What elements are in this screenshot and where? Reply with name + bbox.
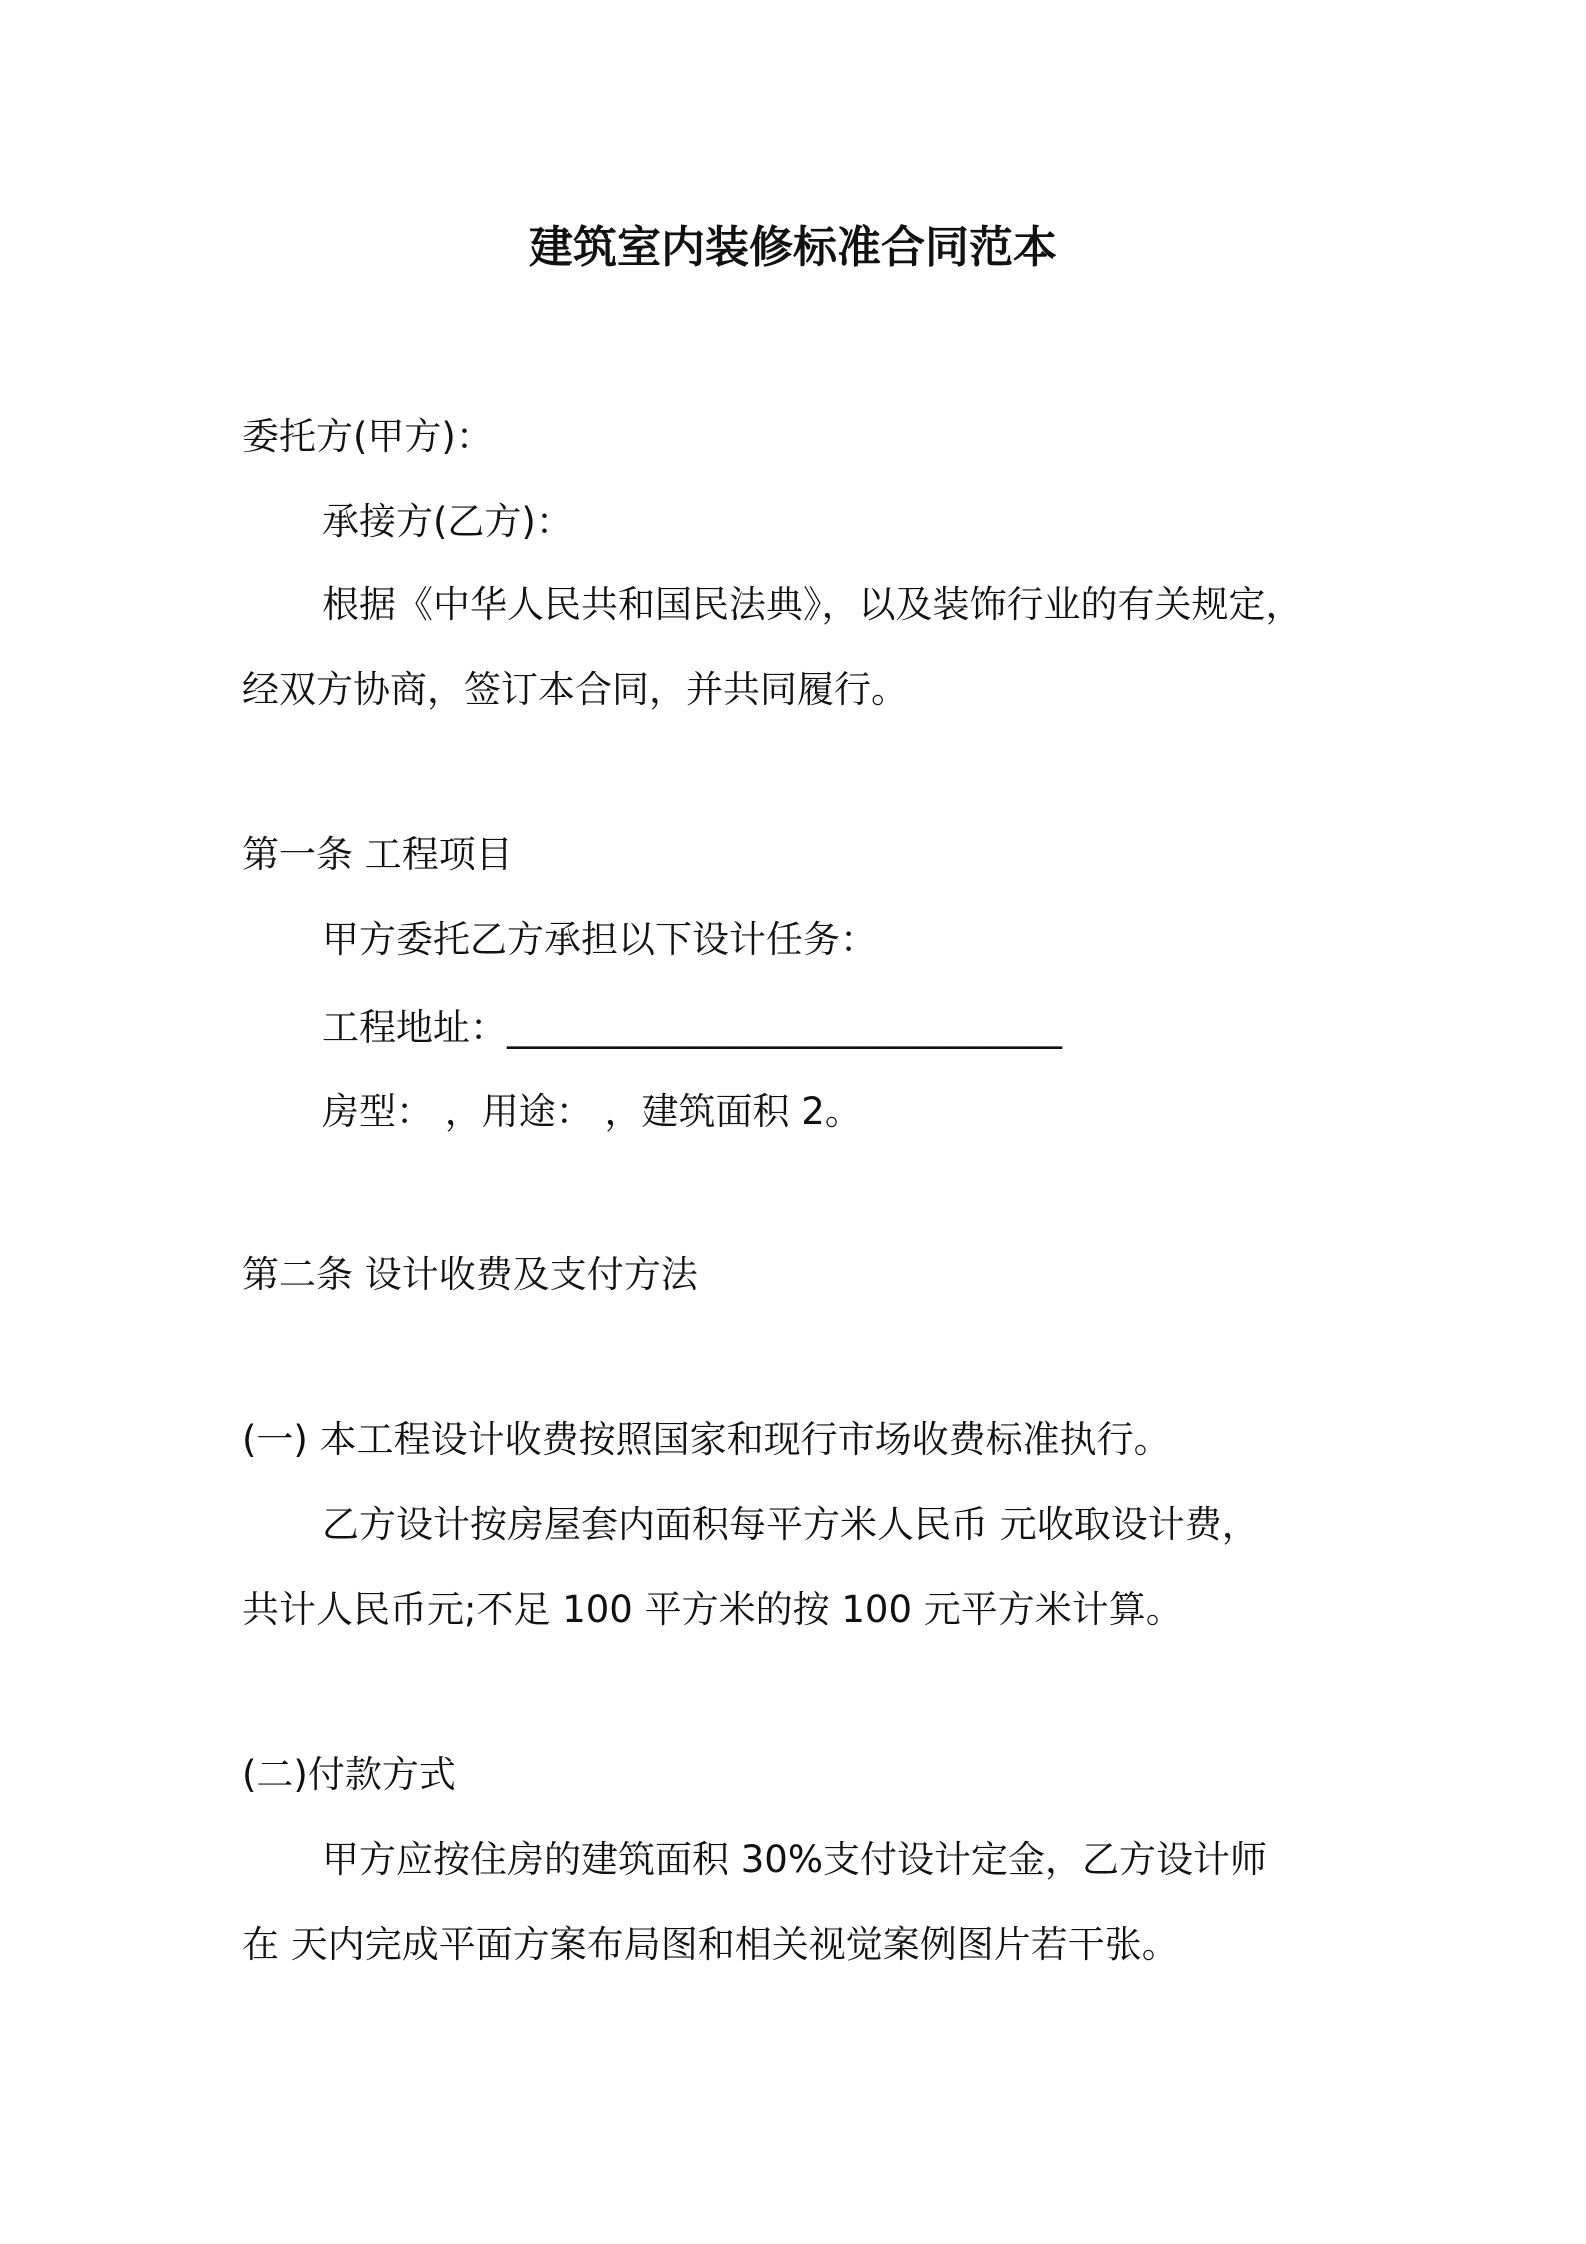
article-2-heading: 第二条 设计收费及支付方法 [242, 1253, 698, 1296]
clause-1-text-line-1: 乙方设计按房屋套内面积每平方米人民币 元收取设计费， [322, 1503, 1259, 1546]
clause-2-text-line-2: 在 天内完成平面方案布局图和相关视觉案例图片若干张。 [242, 1923, 1179, 1966]
clause-1-text-line-2: 共计人民币元;不足 100 平方米的按 100 元平方米计算。 [242, 1588, 1183, 1631]
article-1-house-info: 房型： ，用途： ，建筑面积 2。 [322, 1090, 862, 1133]
preamble-line-2: 经双方协商，签订本合同，并共同履行。 [242, 668, 908, 711]
clause-1-heading: (一) 本工程设计收费按照国家和现行市场收费标准执行。 [242, 1418, 1171, 1461]
party-a-label: 委托方(甲方)： [242, 415, 493, 458]
article-1-heading: 第一条 工程项目 [242, 833, 513, 876]
clause-2-heading: (二)付款方式 [242, 1753, 456, 1796]
clause-2-text-line-1: 甲方应按住房的建筑面积 30%支付设计定金，乙方设计师 [322, 1838, 1267, 1881]
party-b-label: 承接方(乙方)： [322, 500, 573, 543]
article-1-task: 甲方委托乙方承担以下设计任务： [322, 918, 877, 961]
article-1-address: 工程地址：______________________________ [322, 1006, 1062, 1049]
preamble-line-1: 根据《中华人民共和国民法典》，以及装饰行业的有关规定， [322, 583, 1303, 626]
document-title: 建筑室内装修标准合同范本 [529, 222, 1057, 273]
